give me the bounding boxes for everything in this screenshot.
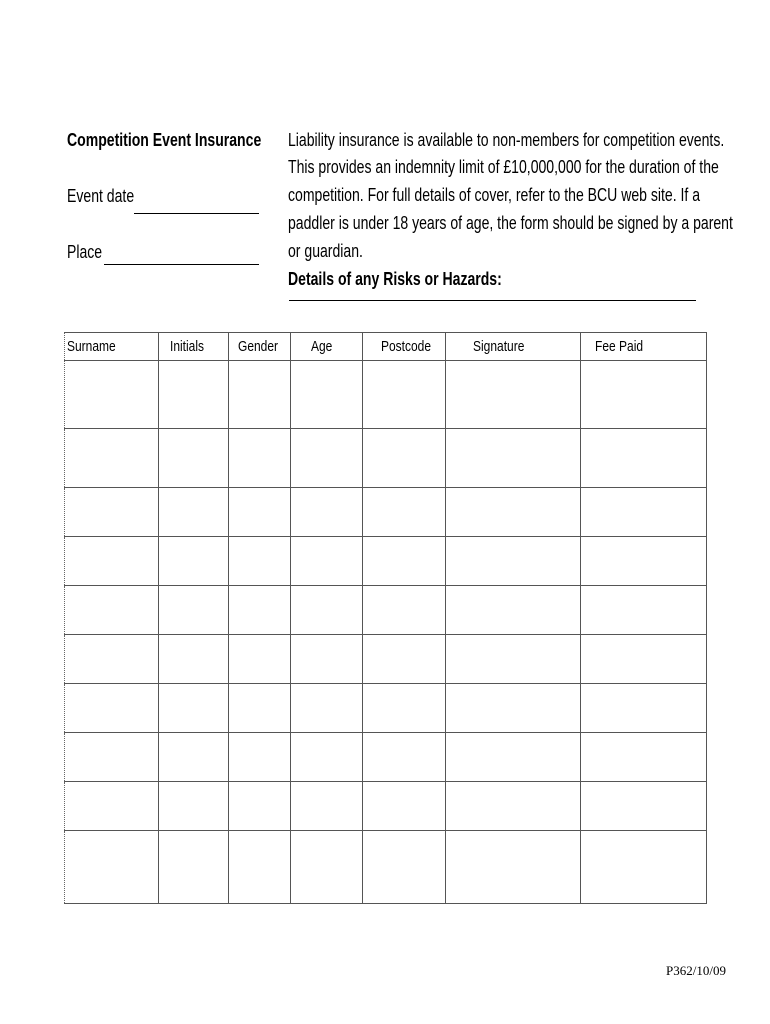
table-cell[interactable] (159, 537, 229, 586)
table-cell[interactable] (65, 586, 159, 635)
table-cell[interactable] (159, 635, 229, 684)
table-cell[interactable] (291, 684, 363, 733)
table-cell[interactable] (65, 831, 159, 904)
table-row (65, 361, 707, 429)
event-date-label: Event date (67, 186, 135, 206)
event-date-field[interactable] (134, 213, 259, 214)
column-header-fee-paid: Fee Paid (581, 333, 707, 361)
table-cell[interactable] (159, 488, 229, 537)
table-cell[interactable] (363, 831, 446, 904)
table-header-row (65, 333, 707, 361)
table-cell[interactable] (291, 831, 363, 904)
table-row (65, 635, 707, 684)
form-title: Competition Event Insurance (67, 130, 262, 150)
table-cell[interactable] (291, 733, 363, 782)
table-cell[interactable] (65, 361, 159, 429)
table-cell[interactable] (229, 429, 291, 488)
table-cell[interactable] (291, 586, 363, 635)
table-cell[interactable] (581, 361, 707, 429)
table-cell[interactable] (229, 733, 291, 782)
table-row (65, 586, 707, 635)
table-cell[interactable] (65, 429, 159, 488)
table-cell[interactable] (291, 429, 363, 488)
table-cell[interactable] (65, 488, 159, 537)
column-header-postcode: Postcode (363, 333, 446, 361)
table-cell[interactable] (159, 733, 229, 782)
table-body (65, 361, 707, 904)
description-line: competition. For full details of cover, refer to the BCU web site. If a (288, 185, 701, 205)
table-cell[interactable] (446, 488, 581, 537)
table-cell[interactable] (363, 684, 446, 733)
table-cell[interactable] (581, 429, 707, 488)
table-row (65, 733, 707, 782)
table-cell[interactable] (446, 733, 581, 782)
table-cell[interactable] (363, 782, 446, 831)
table-cell[interactable] (65, 537, 159, 586)
table-row (65, 831, 707, 904)
table-cell[interactable] (581, 733, 707, 782)
table-cell[interactable] (581, 831, 707, 904)
description-line: paddler is under 18 years of age, the form should be signed by a parent (288, 213, 733, 233)
table-cell[interactable] (581, 537, 707, 586)
table-cell[interactable] (581, 635, 707, 684)
column-header-gender: Gender (229, 333, 291, 361)
entry-table (64, 332, 707, 904)
table-cell[interactable] (581, 586, 707, 635)
table-cell[interactable] (291, 782, 363, 831)
table-cell[interactable] (229, 488, 291, 537)
table-cell[interactable] (446, 537, 581, 586)
table-cell[interactable] (229, 361, 291, 429)
table-cell[interactable] (446, 635, 581, 684)
risks-heading: Details of any Risks or Hazards: (288, 269, 502, 289)
column-header-initials: Initials (159, 333, 229, 361)
place-field[interactable] (104, 264, 259, 265)
table-row (65, 684, 707, 733)
table-cell[interactable] (581, 782, 707, 831)
table-cell[interactable] (446, 684, 581, 733)
column-header-signature: Signature (446, 333, 581, 361)
table-cell[interactable] (65, 733, 159, 782)
table-cell[interactable] (363, 586, 446, 635)
table-cell[interactable] (363, 733, 446, 782)
table-cell[interactable] (159, 782, 229, 831)
table-cell[interactable] (581, 684, 707, 733)
table-row (65, 537, 707, 586)
table-cell[interactable] (65, 635, 159, 684)
table-cell[interactable] (363, 429, 446, 488)
table-cell[interactable] (363, 488, 446, 537)
table-cell[interactable] (446, 831, 581, 904)
table-cell[interactable] (229, 782, 291, 831)
table-cell[interactable] (159, 831, 229, 904)
table-cell[interactable] (229, 684, 291, 733)
table-cell[interactable] (291, 488, 363, 537)
table-cell[interactable] (65, 684, 159, 733)
risks-field[interactable] (289, 300, 696, 301)
table-row (65, 782, 707, 831)
description-line: or guardian. (288, 241, 363, 261)
table-cell[interactable] (229, 537, 291, 586)
table-cell[interactable] (446, 429, 581, 488)
table-cell[interactable] (446, 782, 581, 831)
table-cell[interactable] (363, 537, 446, 586)
table-cell[interactable] (363, 635, 446, 684)
table-row (65, 429, 707, 488)
table-cell[interactable] (65, 782, 159, 831)
table-cell[interactable] (159, 361, 229, 429)
table-cell[interactable] (363, 361, 446, 429)
place-label: Place (67, 242, 103, 262)
description-line: This provides an indemnity limit of £10,000,000 for the duration of the (288, 157, 719, 177)
table-cell[interactable] (291, 635, 363, 684)
column-header-age: Age (291, 333, 363, 361)
table-cell[interactable] (291, 537, 363, 586)
table-cell[interactable] (159, 429, 229, 488)
table-cell[interactable] (291, 361, 363, 429)
table-row (65, 488, 707, 537)
table-cell[interactable] (581, 488, 707, 537)
column-header-surname: Surname (65, 333, 159, 361)
form-code: P362/10/09 (666, 963, 726, 978)
table-cell[interactable] (159, 586, 229, 635)
table-cell[interactable] (229, 586, 291, 635)
table-cell[interactable] (229, 831, 291, 904)
table-cell[interactable] (446, 586, 581, 635)
table-cell[interactable] (446, 361, 581, 429)
table-cell[interactable] (229, 635, 291, 684)
table-cell[interactable] (159, 684, 229, 733)
description-line: Liability insurance is available to non-members for competition events. (288, 130, 725, 150)
